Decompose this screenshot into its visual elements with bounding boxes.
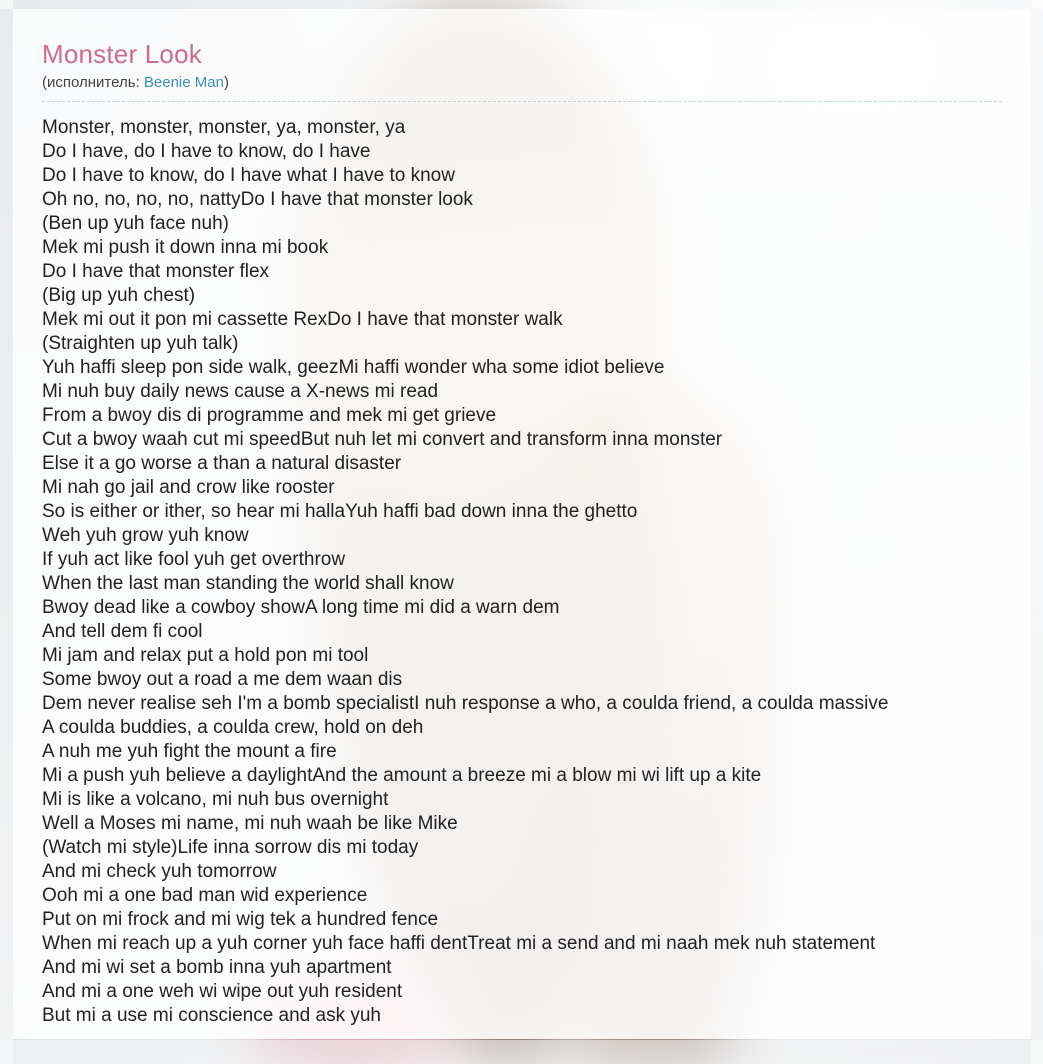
- lyric-line: Else it a go worse a than a natural disaster: [42, 453, 402, 475]
- lyric-line: Mi nah go jail and crow like rooster: [42, 477, 335, 499]
- lyric-line: Mek mi push it down inna mi book: [42, 237, 329, 259]
- lyric-line: Cut a bwoy waah cut mi speedBut nuh let mi convert and transform inna monster: [42, 429, 723, 451]
- lyric-line: A nuh me yuh fight the mount a fire: [42, 741, 337, 763]
- artist-link[interactable]: Beenie Man: [143, 74, 224, 92]
- lyric-line: Do I have to know, do I have what I have to know: [42, 165, 455, 187]
- lyric-line: When the last man standing the world shall know: [42, 573, 454, 595]
- lyric-line: Monster, monster, monster, ya, monster, ya: [42, 117, 406, 139]
- lyric-line: But mi a use mi conscience and ask yuh: [42, 1005, 382, 1027]
- lyric-line: Some bwoy out a road a me dem waan dis: [42, 669, 403, 691]
- lyrics-body: [42, 116, 1031, 1028]
- lyric-line: Mi a push yuh believe a daylightAnd the amount a breeze mi a blow mi wi lift up a kite: [42, 765, 762, 787]
- artist-line: [42, 74, 1002, 102]
- lyric-line: (Big up yuh chest): [42, 285, 196, 307]
- song-title: Monster Look: [42, 39, 202, 69]
- lyric-line: Ooh mi a one bad man wid experience: [42, 885, 368, 907]
- lyric-line: Mi is like a volcano, mi nuh bus overnight: [42, 789, 389, 811]
- page-frame-top: [0, 0, 1043, 9]
- lyric-line: If yuh act like fool yuh get overthrow: [42, 549, 346, 571]
- lyric-line: Oh no, no, no, no, nattyDo I have that monster look: [42, 189, 473, 211]
- page-frame-bottom: [0, 1040, 1043, 1064]
- lyric-line: And tell dem fi cool: [42, 621, 203, 643]
- lyric-line: And mi a one weh wi wipe out yuh resident: [42, 981, 403, 1003]
- lyric-line: Do I have, do I have to know, do I have: [42, 141, 371, 163]
- lyric-line: Put on mi frock and mi wig tek a hundred fence: [42, 909, 439, 931]
- lyric-line: Well a Moses mi name, mi nuh waah be like Mike: [42, 813, 458, 835]
- artist-prefix-label: (исполнитель:: [42, 74, 140, 92]
- lyric-line: Dem never realise seh I'm a bomb specialistI nuh response a who, a coulda friend, a coulda massive: [42, 693, 889, 715]
- lyric-line: From a bwoy dis di programme and mek mi get grieve: [42, 405, 497, 427]
- lyric-line: A coulda buddies, a coulda crew, hold on deh: [42, 717, 424, 739]
- lyrics-card: [13, 9, 1031, 1039]
- lyric-line: Weh yuh grow yuh know: [42, 525, 249, 547]
- lyric-line: (Ben up yuh face nuh): [42, 213, 229, 235]
- lyric-line: (Watch mi style)Life inna sorrow dis mi today: [42, 837, 419, 859]
- lyric-line: Mi jam and relax put a hold pon mi tool: [42, 645, 369, 667]
- lyric-line: Do I have that monster flex: [42, 261, 270, 283]
- lyric-line: Yuh haffi sleep pon side walk, geezMi haffi wonder wha some idiot believe: [42, 357, 665, 379]
- lyric-line: And mi check yuh tomorrow: [42, 861, 277, 883]
- lyric-line: And mi wi set a bomb inna yuh apartment: [42, 957, 392, 979]
- page-frame-right: [1031, 0, 1043, 1064]
- lyric-line: Mek mi out it pon mi cassette RexDo I have that monster walk: [42, 309, 563, 331]
- lyric-line: Mi nuh buy daily news cause a X-news mi read: [42, 381, 439, 403]
- artist-suffix-label: ): [223, 74, 229, 92]
- lyric-line: When mi reach up a yuh corner yuh face haffi dentTreat mi a send and mi naah mek nuh statement: [42, 933, 876, 955]
- lyric-line: (Straighten up yuh talk): [42, 333, 239, 355]
- lyric-line: Bwoy dead like a cowboy showA long time mi did a warn dem: [42, 597, 560, 619]
- lyric-line: So is either or ither, so hear mi hallaYuh haffi bad down inna the ghetto: [42, 501, 638, 523]
- page-frame-left: [0, 0, 13, 1064]
